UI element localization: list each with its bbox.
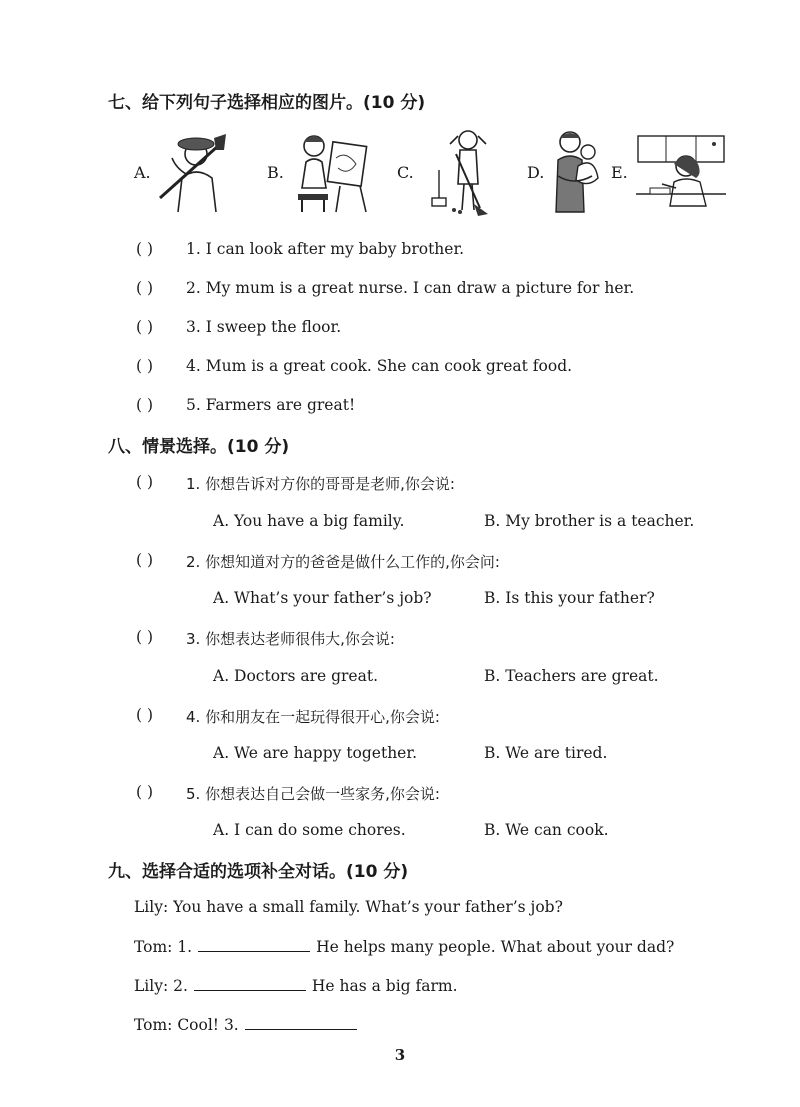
situation-question-1: 1. 你想告诉对方你的哥哥是老师,你会说:: [186, 475, 455, 493]
dialogue-line-4: [134, 1015, 363, 1034]
option-b: B. We are tired.: [484, 744, 608, 762]
option-a: A. You have a big family.: [213, 512, 405, 530]
situation-question-5: 5. 你想表达自己会做一些家务,你会说:: [186, 785, 440, 803]
dialogue-text: He helps many people. What about your dad?: [316, 938, 675, 956]
sentence-5: 5. Farmers are great!: [186, 396, 356, 414]
sentence-1: 1. I can look after my baby brother.: [186, 240, 465, 258]
picture-label-d: D.: [527, 163, 545, 182]
sentence-3: 3. I sweep the floor.: [186, 318, 342, 336]
picture-label-c: C.: [397, 163, 414, 182]
option-a: A. I can do some chores.: [213, 821, 406, 839]
answer-blank[interactable]: [194, 976, 306, 991]
girl-sweeping-picture: [428, 124, 494, 216]
mum-cooking-picture: [636, 134, 726, 210]
answer-paren[interactable]: ( ): [136, 628, 154, 646]
section-8-title: 八、情景选择。(10 分): [108, 437, 290, 457]
answer-blank[interactable]: [198, 937, 310, 952]
picture-label-a: A.: [134, 163, 151, 182]
page-number: 3: [394, 1046, 406, 1064]
dialogue-text: Lily: You have a small family. What’s your father’s job?: [134, 898, 563, 916]
picture-label-b: B.: [267, 163, 284, 182]
answer-paren[interactable]: ( ): [136, 473, 154, 491]
answer-blank[interactable]: [245, 1015, 357, 1030]
answer-paren[interactable]: ( ): [136, 279, 154, 297]
option-a: A. What’s your father’s job?: [213, 589, 432, 607]
farmer-with-shovel-picture: [156, 128, 226, 214]
boy-holding-baby-picture: [548, 126, 608, 216]
option-a: A. Doctors are great.: [213, 667, 378, 685]
dialogue-line-1: [134, 898, 563, 916]
dialogue-text: Tom: 1.: [134, 938, 193, 956]
situation-question-3: 3. 你想表达老师很伟大,你会说:: [186, 630, 395, 648]
situation-question-4: 4. 你和朋友在一起玩得很开心,你会说:: [186, 708, 440, 726]
option-b: B. Teachers are great.: [484, 667, 659, 685]
answer-paren[interactable]: ( ): [136, 357, 154, 375]
answer-paren[interactable]: ( ): [136, 318, 154, 336]
option-b: B. We can cook.: [484, 821, 609, 839]
answer-paren[interactable]: ( ): [136, 551, 154, 569]
sentence-2: 2. My mum is a great nurse. I can draw a picture for her.: [186, 279, 635, 297]
answer-paren[interactable]: ( ): [136, 396, 154, 414]
answer-paren[interactable]: ( ): [136, 783, 154, 801]
sentence-4: 4. Mum is a great cook. She can cook great food.: [186, 357, 573, 375]
dialogue-text: Lily: 2.: [134, 977, 188, 995]
dialogue-line-2: [134, 937, 674, 956]
option-a: A. We are happy together.: [213, 744, 417, 762]
situation-question-2: 2. 你想知道对方的爸爸是做什么工作的,你会问:: [186, 553, 500, 571]
option-b: B. My brother is a teacher.: [484, 512, 695, 530]
dialogue-text: He has a big farm.: [311, 977, 458, 995]
option-b: B. Is this your father?: [484, 589, 655, 607]
picture-label-e: E.: [611, 163, 628, 182]
answer-paren[interactable]: ( ): [136, 240, 154, 258]
girl-drawing-picture: [292, 128, 374, 214]
dialogue-text: Tom: Cool! 3.: [134, 1016, 239, 1034]
section-9-title: 九、选择合适的选项补全对话。(10 分): [108, 862, 409, 882]
dialogue-line-3: [134, 976, 458, 995]
section-7-title: 七、给下列句子选择相应的图片。(10 分): [108, 93, 426, 113]
answer-paren[interactable]: ( ): [136, 706, 154, 724]
